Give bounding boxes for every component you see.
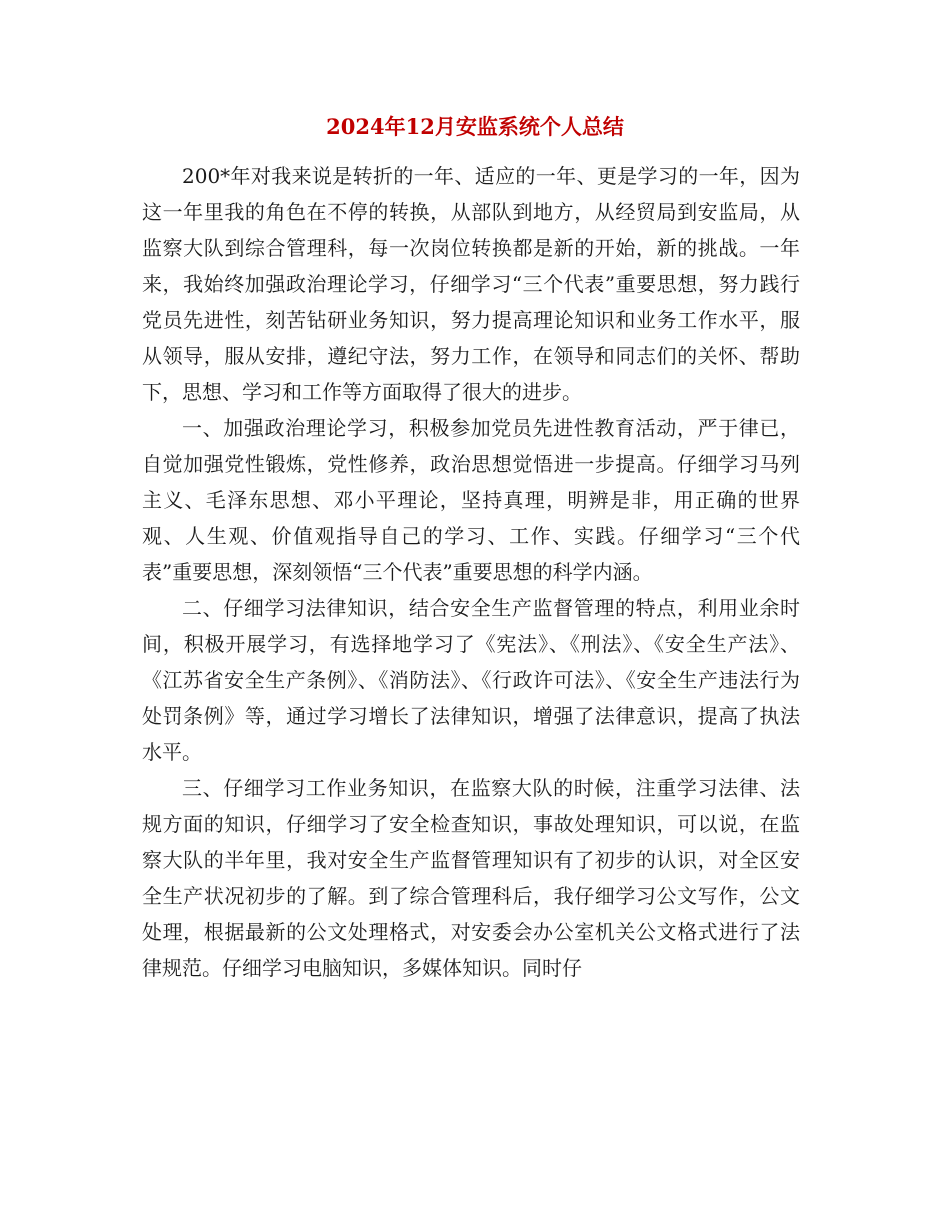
- paragraph-section-3: 三、仔细学习工作业务知识，在监察大队的时候，注重学习法律、法规方面的知识，仔细学习了安全检查知识，事故处理知识，可以说，在监察大队的半年里，我对安全生产监督管理知识有了初步的认识，对全区安全生产状况初步的了解。到了综合管理科后，我仔细学习公文写作，公文处理，根据最新的公文处理格式，对安委会办公室机关公文格式进行了法律规范。仔细学习电脑知识，多媒体知识。同时仔: [142, 776, 800, 980]
- paragraph-section-2: 二、仔细学习法律知识，结合安全生产监督管理的特点，利用业余时间，积极开展学习，有选择地学习了《宪法》、《刑法》、《安全生产法》、《江苏省安全生产条例》、《消防法》、《行政许可法》、《安全生产违法行为处罚条例》等，通过学习增长了法律知识，增强了法律意识，提高了执法水平。: [142, 596, 800, 764]
- document-title: 2024年12月安监系统个人总结: [326, 114, 624, 139]
- paragraph-section-1: 一、加强政治理论学习，积极参加党员先进性教育活动，严于律已，自觉加强党性锻炼，党性修养，政治思想觉悟进一步提高。仔细学习马列主义、毛泽东思想、邓小平理论，坚持真理，明辨是非，用正确的世界观、人生观、价值观指导自己的学习、工作、实践。仔细学习“三个代表”重要思想，深刻领悟“三个代表”重要思想的科学内涵。: [142, 416, 800, 584]
- document-body: [142, 158, 800, 986]
- paragraph-intro: 200*年对我来说是转折的一年、适应的一年、更是学习的一年，因为这一年里我的角色在不停的转换，从部队到地方，从经贸局到安监局，从监察大队到综合管理科，每一次岗位转换都是新的开始，新的挑战。一年来，我始终加强政治理论学习，仔细学习“三个代表”重要思想，努力践行党员先进性，刻苦钻研业务知识，努力提高理论知识和业务工作水平，服从领导，服从安排，遵纪守法，努力工作，在领导和同志们的关怀、帮助下，思想、学习和工作等方面取得了很大的进步。: [142, 164, 800, 404]
